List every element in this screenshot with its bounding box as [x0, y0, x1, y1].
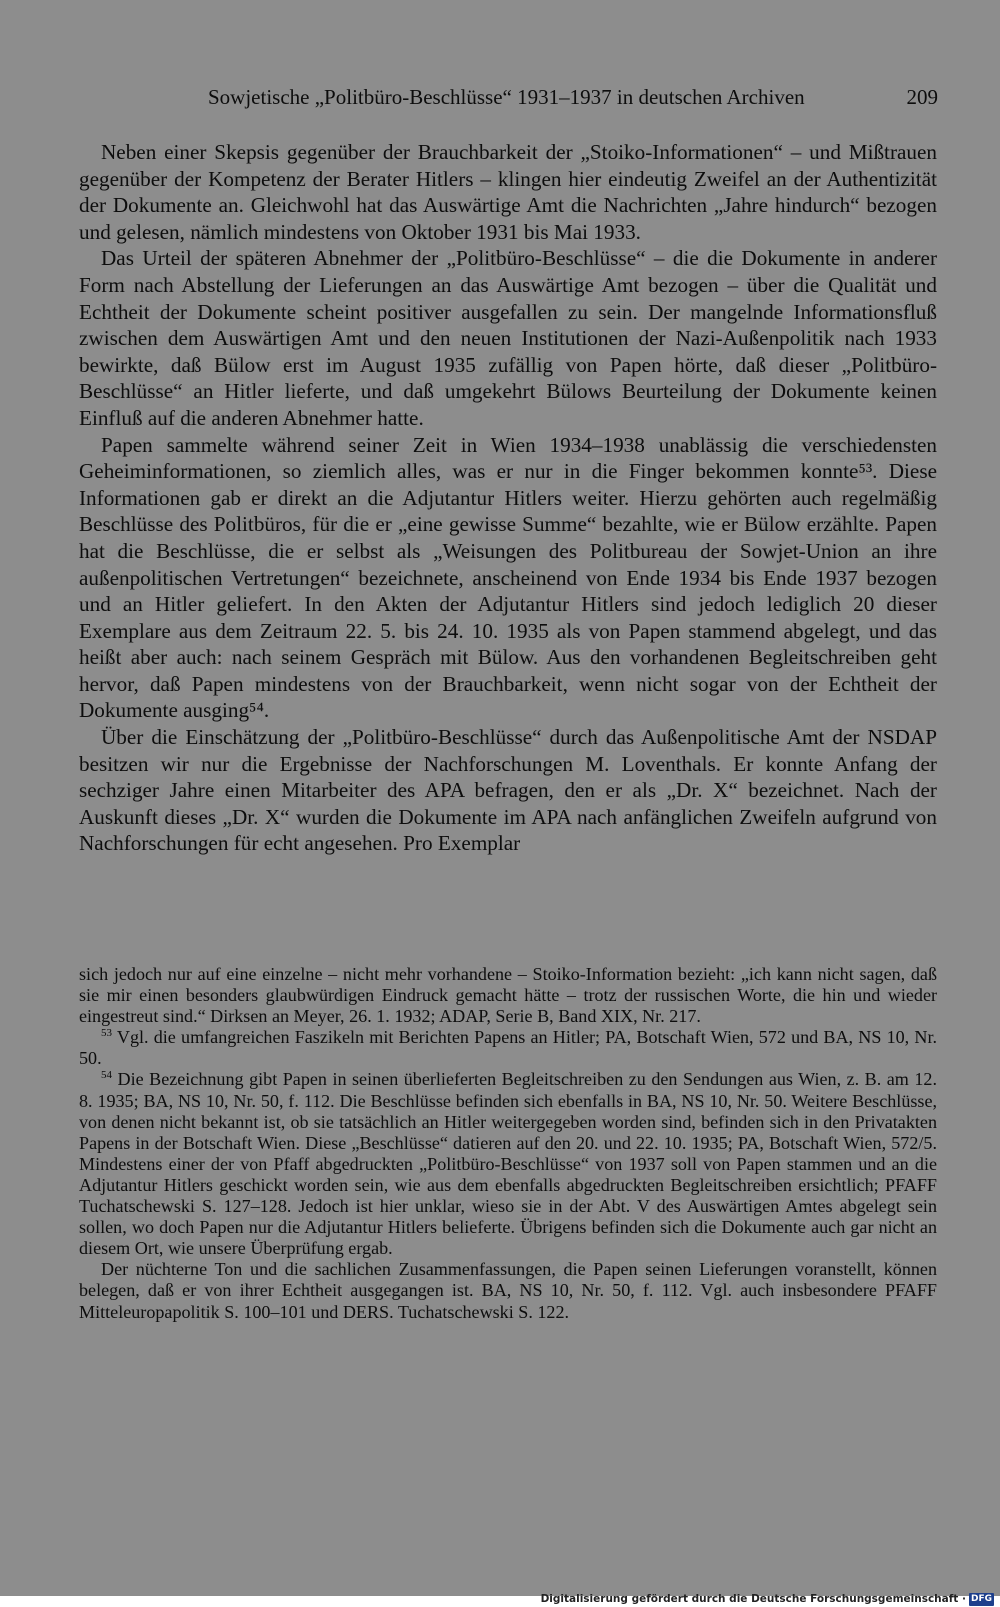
footnote-53	[79, 1027, 937, 1069]
paragraph: Papen sammelte während seiner Zeit in Wien 1934–1938 unablässig die verschiedensten Geheiminformationen, so ziemlich alles, was er nur in die Finger bekommen konnte⁵³. Diese Informationen gab er direkt an die Adjutantur Hitlers weiter. Hierzu gehörten auch regelmäßig Beschlüsse des Politbüros, für die er „eine gewisse Summe“ bezahlte, wie er Bülow erzählte. Papen hat die Beschlüsse, die er selbst als „Weisungen des Politbureau der Sowjet-Union an ihre außenpolitischen Vertretungen“ bezeichnete, anscheinend von Ende 1934 bis Ende 1937 bezogen und an Hitler geliefert. In den Akten der Adjutantur Hitlers sind jedoch lediglich 20 dieser Exemplare aus dem Zeitraum 22. 5. bis 24. 10. 1935 als von Papen stammend abgelegt, und das heißt aber auch: nach seinem Gespräch mit Bülow. Aus den vorhandenen Begleitschreiben geht hervor, daß Papen mindestens von der Brauchbarkeit, wenn nicht sogar von der Echtheit der Dokumente ausging⁵⁴.	[79, 432, 937, 723]
footnote-54-continued: Der nüchterne Ton und die sachlichen Zusammenfassungen, die Papen seinen Lieferungen voranstellt, können belegen, daß er von ihrer Echtheit ausgegangen ist. BA, NS 10, Nr. 50, f. 112. Vgl. auch insbesondere PFAFF Mitteleuropapolitik S. 100–101 und DERS. Tuchatschewski S. 122.	[79, 1259, 937, 1322]
footnote-mark: 53	[101, 1027, 112, 1040]
body-text	[79, 139, 937, 857]
running-head	[78, 82, 938, 112]
footnote-mark: 54	[101, 1069, 112, 1082]
running-title: Sowjetische „Politbüro-Beschlüsse“ 1931–1937 in deutschen Archiven	[208, 85, 805, 109]
digitization-footer	[541, 1592, 994, 1607]
footnote-54	[79, 1069, 937, 1259]
dfg-logo-icon: DFG	[970, 1594, 992, 1604]
paragraph: Über die Einschätzung der „Politbüro-Beschlüsse“ durch das Außenpolitische Amt der NSDAP besitzen wir nur die Ergebnisse der Nachforschungen M. Loventhals. Er konnte Anfang der sechziger Jahre einen Mitarbeiter des APA befragen, den er als „Dr. X“ bezeichnet. Nach der Auskunft dieses „Dr. X“ wurden die Dokumente im APA nach anfänglichen Zweifeln aufgrund von Nachforschungen für echt angesehen. Pro Exemplar	[79, 725, 937, 856]
footnote-text: Die Bezeichnung gibt Papen in seinen überlieferten Begleitschreiben zu den Sendungen aus Wien, z. B. am 12. 8. 1935; BA, NS 10, Nr. 50, f. 112. Die Beschlüsse befinden sich ebenfalls in BA, NS 10, Nr. 50. Weitere Beschlüsse, von denen nicht bekannt ist, ob sie tatsächlich an Hitler weitergegeben worden sind, befinden sich in den Privatakten Papens in der Botschaft Wien. Diese „Beschlüsse“ datieren auf den 20. und 22. 10. 1935; PA, Botschaft Wien, 572/5. Mindestens einer der von Pfaff abgedruckten „Politbüro-Beschlüsse“ von 1937 soll von Papen stammen und an die Adjutantur Hitlers geschickt worden sein, wie aus dem ebenfalls abgedruckten Begleitschreiben ersichtlich; PFAFF Tuchatschewski S. 127–128. Jedoch ist hier unklar, wieso sie in der Abt. V des Auswärtigen Amtes abgelegt sein sollen, wo doch Papen nur die Adjutantur Hitlers belieferte. Übrigens befinden sich die Dokumente auch gar nicht an diesem Ort, wie unsere Überprüfung ergab.	[79, 1069, 937, 1259]
footnote-text: Vgl. die umfangreichen Faszikeln mit Berichten Papens an Hitler; PA, Botschaft Wien, 572 und BA, NS 10, Nr. 50.	[79, 1027, 937, 1069]
paragraph: Neben einer Skepsis gegenüber der Brauchbarkeit der „Stoiko-Informationen“ – und Mißtrauen gegenüber der Kompetenz der Berater Hitlers – klingen hier eindeutig Zweifel an der Authentizität der Dokumente an. Gleichwohl hat das Auswärtige Amt die Nachrichten „Jahre hindurch“ bezogen und gelesen, nämlich mindestens von Oktober 1931 bis Mai 1933.	[79, 140, 937, 244]
footnote-continuation: sich jedoch nur auf eine einzelne – nicht mehr vorhandene – Stoiko-Information bezieht: „ich kann nicht sagen, daß sie mir einen besonders glaubwürdigen Eindruck gemacht hätte – trotz der russischen Worte, die hin und wieder eingestreut sind.“ Dirksen an Meyer, 26. 1. 1932; ADAP, Serie B, Band XIX, Nr. 217.	[79, 964, 937, 1027]
page-number: 209	[906, 85, 938, 109]
footer-text: Digitalisierung gefördert durch die Deutsche Forschungsgemeinschaft ·	[540, 1593, 966, 1605]
footnotes	[79, 964, 937, 1323]
paragraph: Das Urteil der späteren Abnehmer der „Politbüro-Beschlüsse“ – die die Dokumente in anderer Form nach Abstellung der Lieferungen an das Auswärtige Amt bezogen – über die Qualität und Echtheit der Dokumente scheint positiver ausgefallen zu sein. Der mangelnde Informationsfluß zwischen dem Auswärtigen Amt und den neuen Institutionen der Nazi-Außenpolitik nach 1933 bewirkte, daß Bülow erst im August 1935 zufällig von Papen hörte, daß dieser „Politbüro-Beschlüsse“ an Hitler lieferte, und daß umgekehrt Bülows Beurteilung der Dokumente keinen Einfluß auf die anderen Abnehmer hatte.	[79, 246, 937, 430]
